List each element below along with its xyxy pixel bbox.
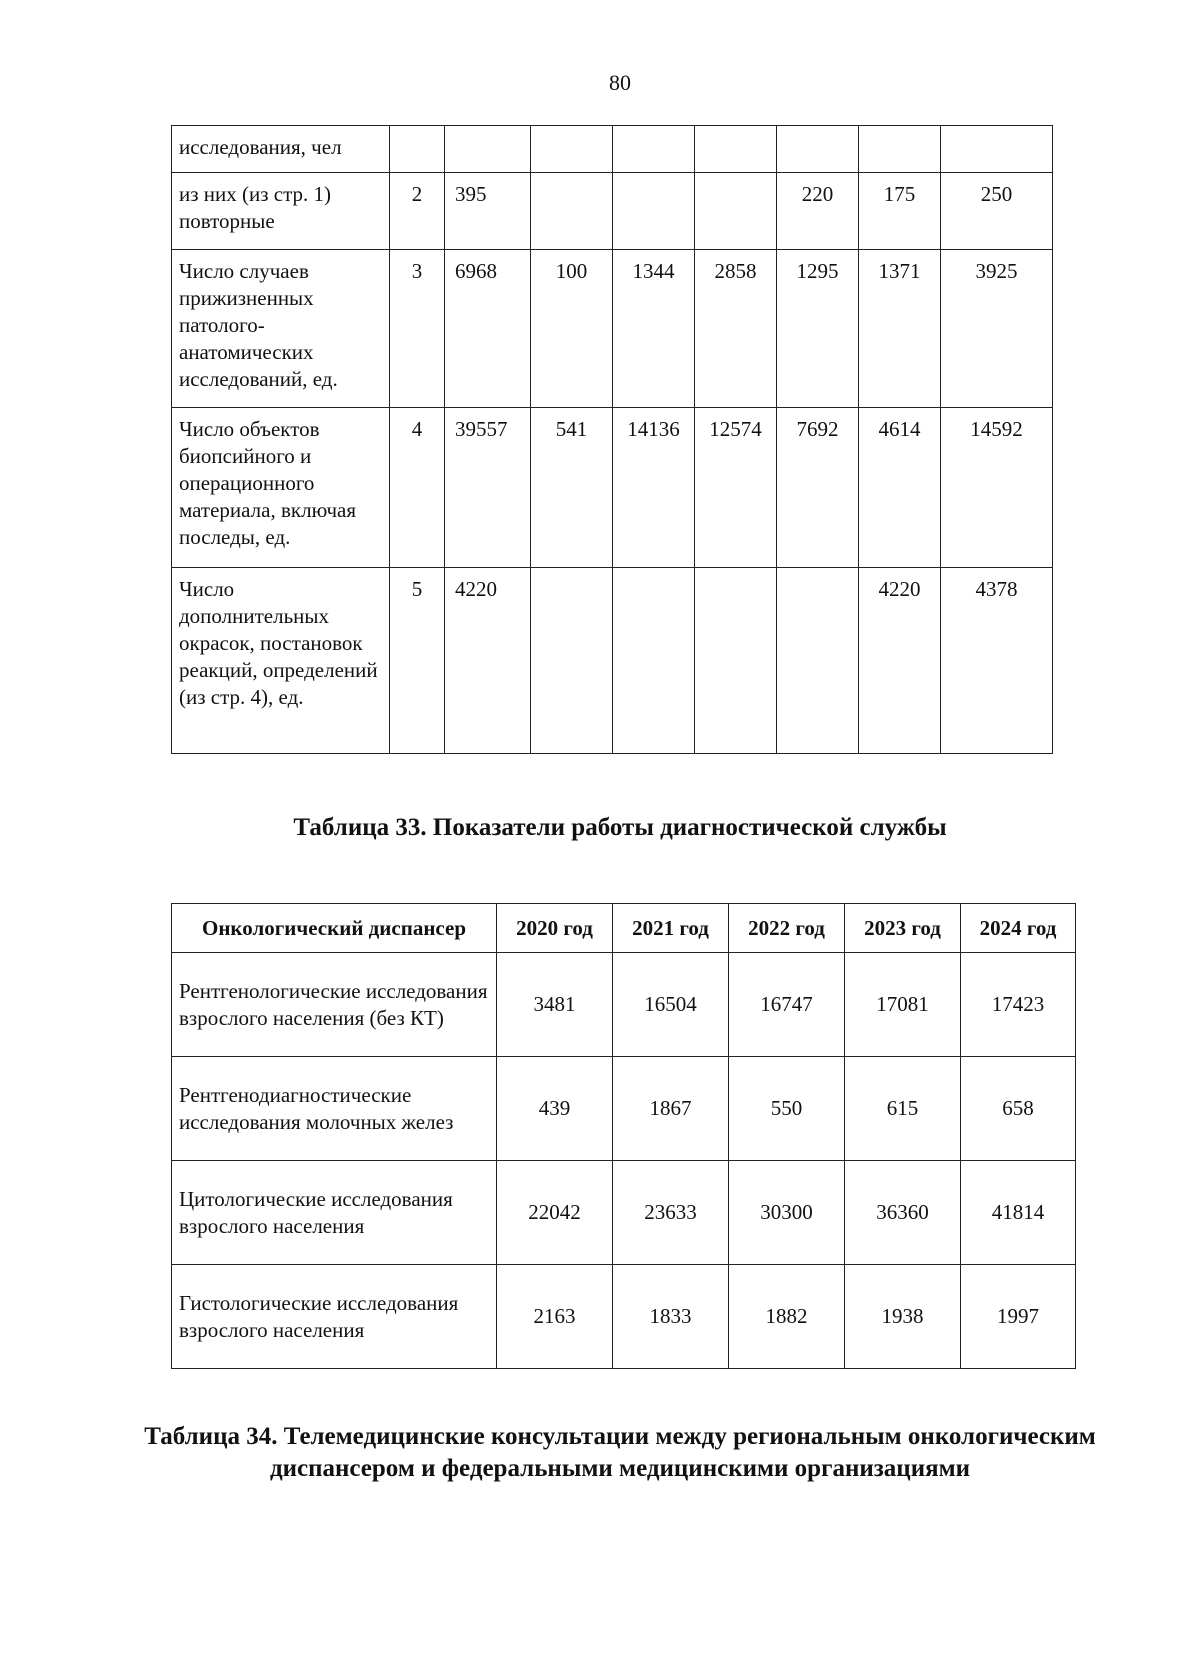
table-cell bbox=[695, 173, 777, 250]
table-cell bbox=[941, 126, 1053, 173]
row-number bbox=[390, 126, 445, 173]
column-header: 2023 год bbox=[845, 904, 961, 953]
table-cell: 2163 bbox=[497, 1265, 613, 1369]
table-row bbox=[172, 953, 1076, 1057]
table-cell: 16504 bbox=[613, 953, 729, 1057]
row-number: 3 bbox=[390, 250, 445, 408]
table-cell: 1295 bbox=[777, 250, 859, 408]
table-cell: 4220 bbox=[859, 568, 941, 754]
table-cell bbox=[613, 568, 695, 754]
table-cell: 17423 bbox=[961, 953, 1076, 1057]
table-cell: 550 bbox=[729, 1057, 845, 1161]
table-cell: 4614 bbox=[859, 408, 941, 568]
table-cell: 220 bbox=[777, 173, 859, 250]
table-row bbox=[172, 1057, 1076, 1161]
column-header: 2020 год bbox=[497, 904, 613, 953]
table-cell: 541 bbox=[531, 408, 613, 568]
table-cell: 100 bbox=[531, 250, 613, 408]
table-cell bbox=[613, 126, 695, 173]
table-row bbox=[172, 250, 1053, 408]
table-cell: 395 bbox=[445, 173, 531, 250]
table-cell bbox=[859, 126, 941, 173]
row-label: из них (из стр. 1) повторные bbox=[172, 173, 390, 250]
table-cell: 23633 bbox=[613, 1161, 729, 1265]
table-cell: 3481 bbox=[497, 953, 613, 1057]
table-cell: 1882 bbox=[729, 1265, 845, 1369]
table-cell: 250 bbox=[941, 173, 1053, 250]
table-cell: 3925 bbox=[941, 250, 1053, 408]
column-header: 2024 год bbox=[961, 904, 1076, 953]
table-cell: 14136 bbox=[613, 408, 695, 568]
row-label: Рентгенодиагностические исследования молочных желез bbox=[172, 1057, 497, 1161]
row-label: исследования, чел bbox=[172, 126, 390, 173]
table-cell: 30300 bbox=[729, 1161, 845, 1265]
table-33-title: Таблица 33. Показатели работы диагностической службы bbox=[293, 814, 947, 841]
table-cell: 36360 bbox=[845, 1161, 961, 1265]
table-cell: 16747 bbox=[729, 953, 845, 1057]
table-cell bbox=[531, 568, 613, 754]
table-header-row bbox=[172, 904, 1076, 953]
column-header: 2021 год bbox=[613, 904, 729, 953]
row-number: 2 bbox=[390, 173, 445, 250]
column-header: Онкологический диспансер bbox=[172, 904, 497, 953]
table-cell bbox=[531, 173, 613, 250]
table-cell: 1997 bbox=[961, 1265, 1076, 1369]
row-label: Гистологические исследования взрослого населения bbox=[172, 1265, 497, 1369]
table-cell bbox=[695, 126, 777, 173]
table-cell: 1371 bbox=[859, 250, 941, 408]
table-cell: 1833 bbox=[613, 1265, 729, 1369]
table-cell: 41814 bbox=[961, 1161, 1076, 1265]
table-cell bbox=[445, 126, 531, 173]
table-cell bbox=[695, 568, 777, 754]
table-row bbox=[172, 408, 1053, 568]
row-number: 4 bbox=[390, 408, 445, 568]
row-label: Число дополнительных окрасок, постановок реакций, определений (из стр. 4), ед. bbox=[172, 568, 390, 754]
table-cell: 14592 bbox=[941, 408, 1053, 568]
table-33 bbox=[171, 903, 1076, 1369]
table-cell: 7692 bbox=[777, 408, 859, 568]
table-row bbox=[172, 126, 1053, 173]
table-cell: 4378 bbox=[941, 568, 1053, 754]
table-cell bbox=[777, 568, 859, 754]
row-number: 5 bbox=[390, 568, 445, 754]
table-row bbox=[172, 1161, 1076, 1265]
table-row bbox=[172, 568, 1053, 754]
table-cell bbox=[613, 173, 695, 250]
row-label: Число случаев прижизненных патолого-анатомических исследований, ед. bbox=[172, 250, 390, 408]
table-cell: 439 bbox=[497, 1057, 613, 1161]
table-34-title: Таблица 34. Телемедицинские консультации между региональным онкологическим диспансером и федеральными медицинскими организациями bbox=[144, 1423, 1096, 1482]
table-cell: 22042 bbox=[497, 1161, 613, 1265]
table-cell: 17081 bbox=[845, 953, 961, 1057]
row-label: Рентгенологические исследования взрослого населения (без КТ) bbox=[172, 953, 497, 1057]
continued-table bbox=[171, 125, 1053, 754]
table-cell: 12574 bbox=[695, 408, 777, 568]
row-label: Цитологические исследования взрослого населения bbox=[172, 1161, 497, 1265]
table-cell: 39557 bbox=[445, 408, 531, 568]
table-cell: 615 bbox=[845, 1057, 961, 1161]
table-cell bbox=[777, 126, 859, 173]
table-row bbox=[172, 1265, 1076, 1369]
table-cell: 6968 bbox=[445, 250, 531, 408]
page-number: 80 bbox=[609, 70, 631, 95]
table-cell: 658 bbox=[961, 1057, 1076, 1161]
column-header: 2022 год bbox=[729, 904, 845, 953]
table-cell: 175 bbox=[859, 173, 941, 250]
table-row bbox=[172, 173, 1053, 250]
table-cell: 1938 bbox=[845, 1265, 961, 1369]
table-cell: 1867 bbox=[613, 1057, 729, 1161]
table-cell bbox=[531, 126, 613, 173]
table-cell: 2858 bbox=[695, 250, 777, 408]
table-cell: 1344 bbox=[613, 250, 695, 408]
row-label: Число объектов биопсийного и операционного материала, включая последы, ед. bbox=[172, 408, 390, 568]
table-cell: 4220 bbox=[445, 568, 531, 754]
